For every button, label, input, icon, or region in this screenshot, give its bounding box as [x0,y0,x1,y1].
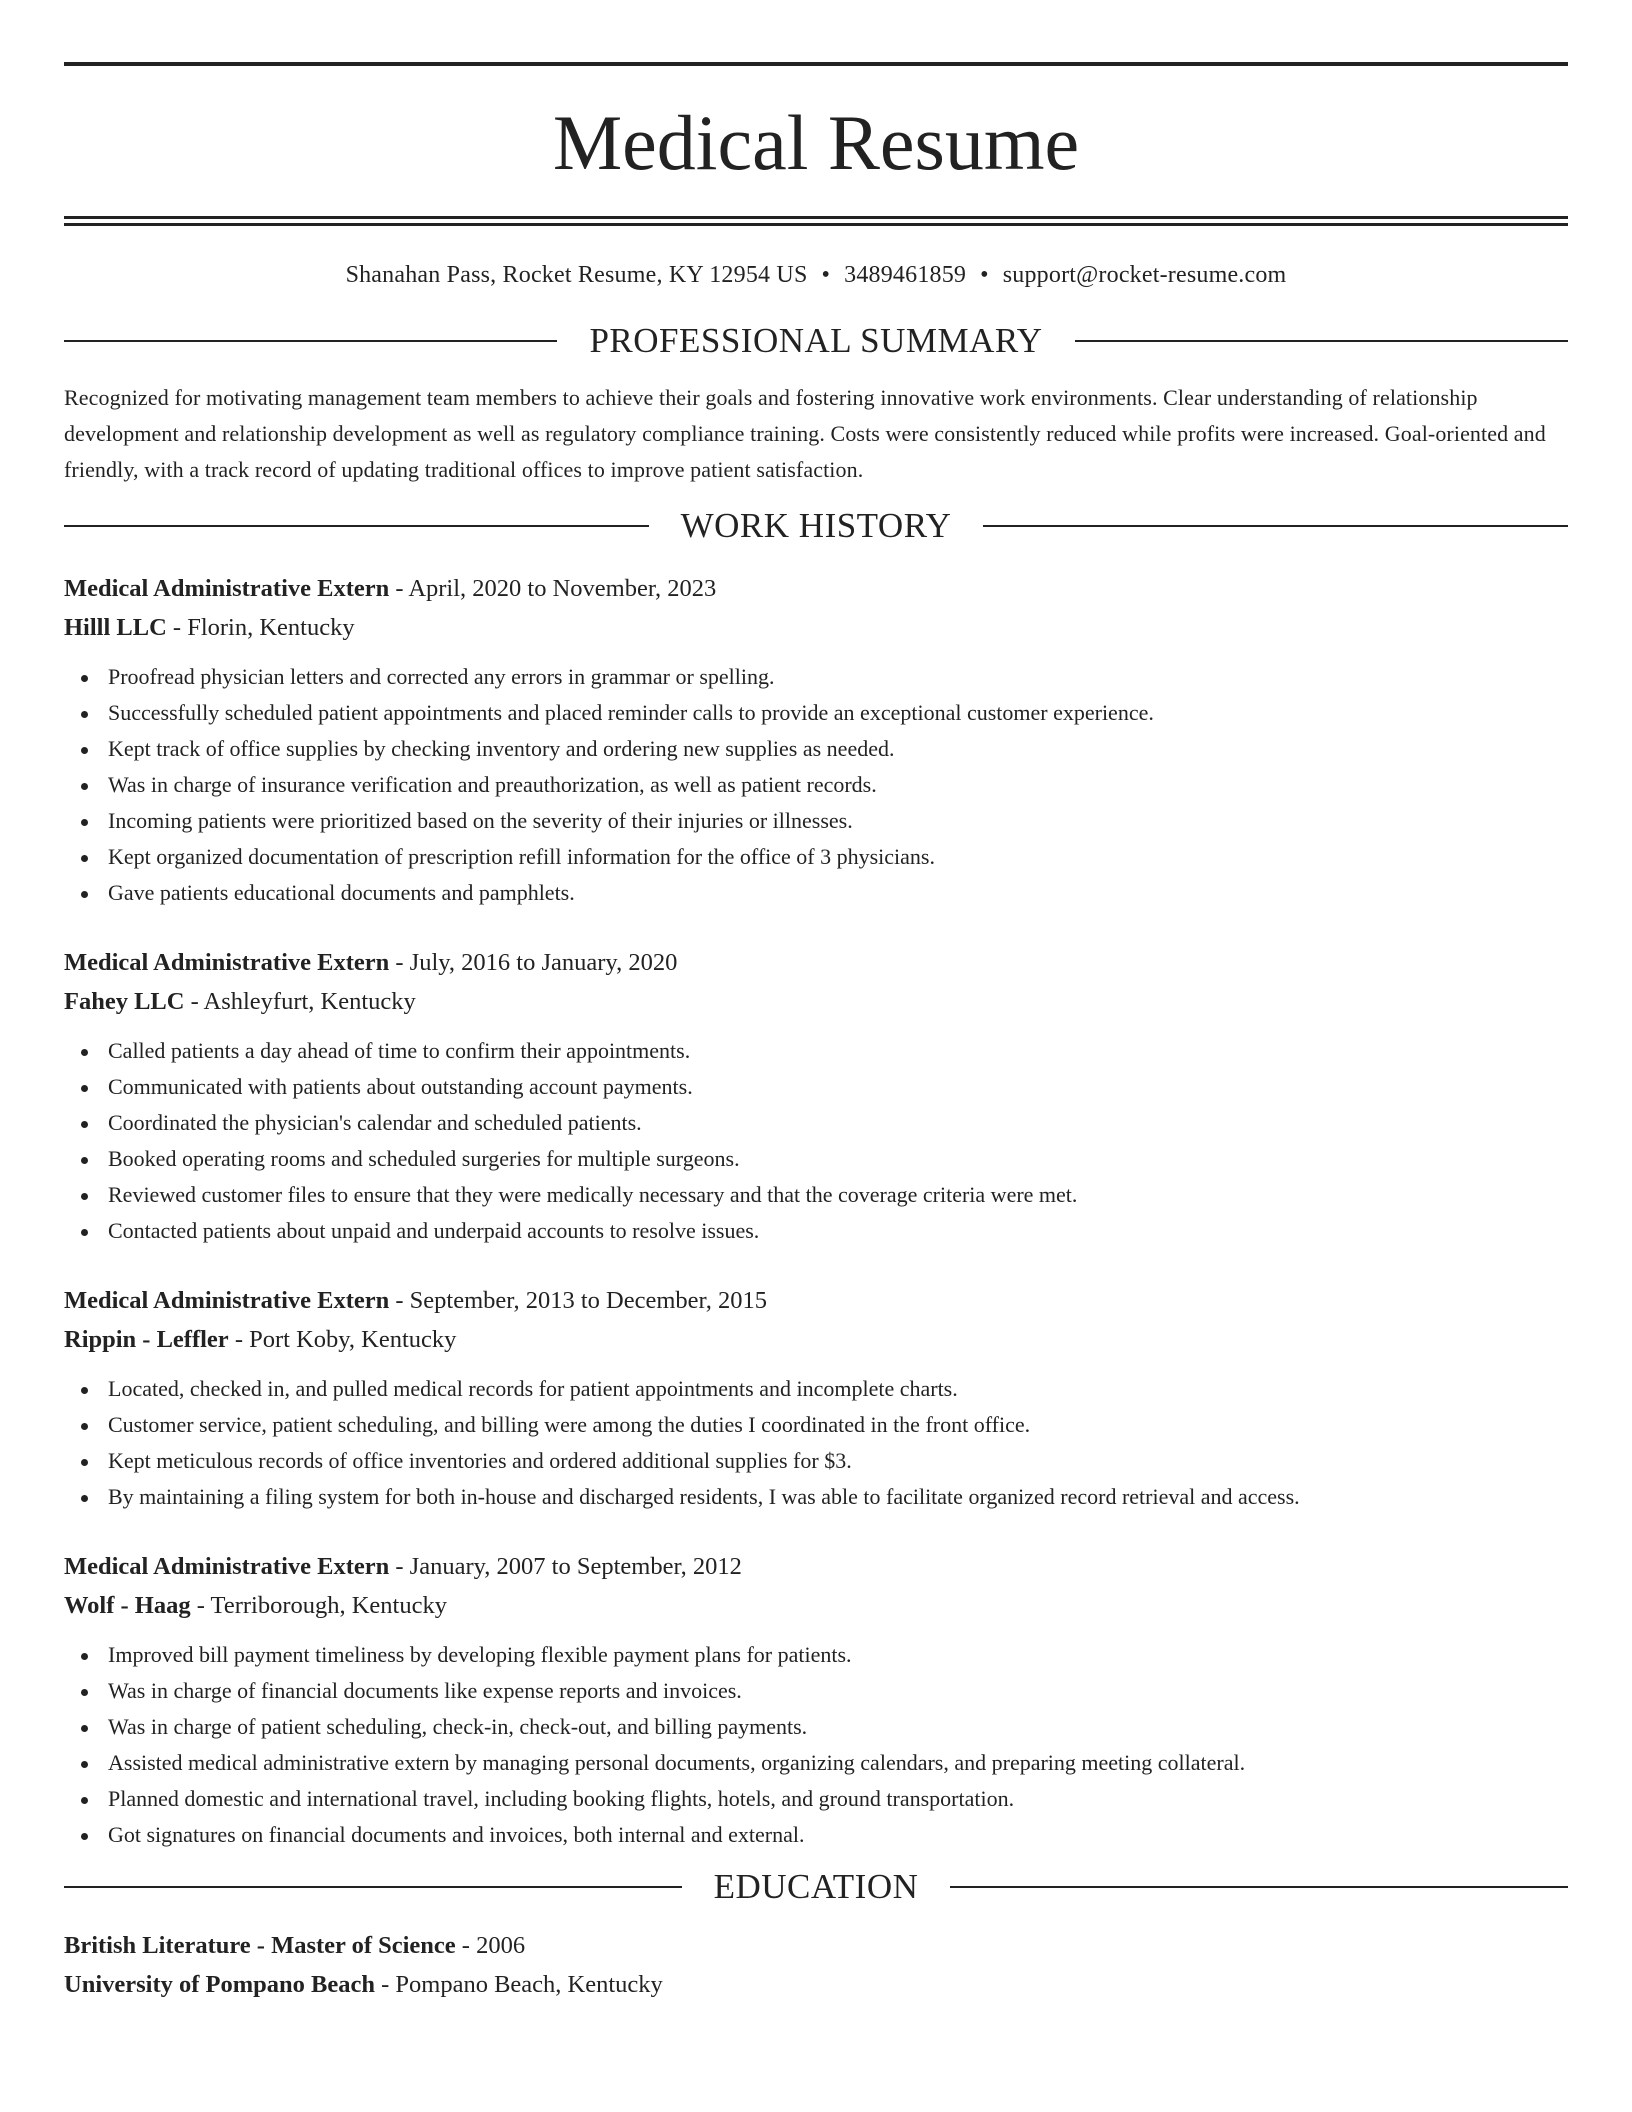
job-company: Hilll LLC [64,614,167,641]
job-location: - Port Koby, Kentucky [228,1326,457,1353]
job-title: Medical Administrative Extern [64,1287,390,1314]
job-bullet-list [64,659,1568,911]
list-item: Planned domestic and international travel, including booking flights, hotels, and ground transportation. [64,1781,1568,1817]
job-entry [64,569,1568,911]
section-rule-left [64,1886,682,1888]
education-entry [64,1926,1568,2004]
top-rule [64,62,1568,66]
list-item: Called patients a day ahead of time to confirm their appointments. [64,1033,1568,1069]
job-entry [64,1547,1568,1853]
job-title-line [64,1547,1568,1586]
contact-email: support@rocket-resume.com [1002,262,1287,288]
list-item: Got signatures on financial documents and invoices, both internal and external. [64,1817,1568,1853]
list-item: Was in charge of financial documents like expense reports and invoices. [64,1673,1568,1709]
resume-title: Medical Resume [552,99,1080,186]
list-item: Located, checked in, and pulled medical records for patient appointments and incomplete charts. [64,1371,1568,1407]
job-entry [64,943,1568,1249]
list-item: Improved bill payment timeliness by developing flexible payment plans for patients. [64,1637,1568,1673]
job-location: - Terriborough, Kentucky [190,1592,447,1619]
job-company-line [64,1586,1568,1625]
education-school-line [64,1965,1568,2004]
list-item: Was in charge of patient scheduling, check-in, check-out, and billing payments. [64,1709,1568,1745]
contact-separator: • [821,262,831,288]
list-item: Successfully scheduled patient appointments and placed reminder calls to provide an exceptional customer experience. [64,695,1568,731]
job-company: Rippin - Leffler [64,1326,229,1353]
job-title-line [64,943,1568,982]
list-item: By maintaining a filing system for both in-house and discharged residents, I was able to facilitate organized record retrieval and access. [64,1479,1568,1515]
section-rule-left [64,525,649,527]
job-title: Medical Administrative Extern [64,1553,390,1580]
section-header-summary [64,323,1568,358]
job-title-line [64,569,1568,608]
section-rule-left [64,340,557,342]
job-location: - Ashleyfurt, Kentucky [184,988,416,1015]
education-location: - Pompano Beach, Kentucky [375,1971,663,1998]
list-item: Communicated with patients about outstanding account payments. [64,1069,1568,1105]
contact-line [64,262,1568,289]
job-company-line [64,982,1568,1021]
list-item: Contacted patients about unpaid and underpaid accounts to resolve issues. [64,1213,1568,1249]
job-dates: - September, 2013 to December, 2015 [389,1287,767,1314]
list-item: Kept organized documentation of prescription refill information for the office of 3 physicians. [64,839,1568,875]
section-rule-right [983,525,1568,527]
section-header-work [64,508,1568,543]
list-item: Assisted medical administrative extern by managing personal documents, organizing calendars, and preparing meeting collateral. [64,1745,1568,1781]
job-entry [64,1281,1568,1515]
contact-separator: • [980,262,989,288]
job-bullet-list [64,1033,1568,1249]
job-bullet-list [64,1637,1568,1853]
job-title-line [64,1281,1568,1320]
list-item: Proofread physician letters and corrected any errors in grammar or spelling. [64,659,1568,695]
list-item: Was in charge of insurance verification and preauthorization, as well as patient records. [64,767,1568,803]
contact-phone: 3489461859 [844,262,967,288]
education-degree: British Literature - Master of Science [64,1932,456,1959]
section-rule-right [1075,340,1568,342]
section-title-work: WORK HISTORY [680,506,952,545]
education-degree-line [64,1926,1568,1965]
list-item: Gave patients educational documents and pamphlets. [64,875,1568,911]
section-rule-right [950,1886,1568,1888]
job-bullet-list [64,1371,1568,1515]
section-title-summary: PROFESSIONAL SUMMARY [589,321,1043,360]
section-title-education: EDUCATION [713,1867,919,1906]
job-title: Medical Administrative Extern [64,949,390,976]
job-company: Fahey LLC [64,988,185,1015]
job-company-line [64,608,1568,647]
work-history-list [64,569,1568,1853]
education-year: - 2006 [455,1932,526,1959]
professional-summary-text: Recognized for motivating management team members to achieve their goals and fostering innovative work environments. Clear understanding of relationship development and relationship development as well as regulatory compliance training. Costs were consistently reduced while profits were increased. Goal-oriented and friendly, with a track record of updating traditional offices to improve patient satisfaction. [64,385,1546,482]
list-item: Reviewed customer files to ensure that they were medically necessary and that the coverage criteria were met. [64,1177,1568,1213]
job-dates: - April, 2020 to November, 2023 [389,575,717,602]
list-item: Booked operating rooms and scheduled surgeries for multiple surgeons. [64,1141,1568,1177]
list-item: Incoming patients were prioritized based on the severity of their injuries or illnesses. [64,803,1568,839]
job-dates: - January, 2007 to September, 2012 [389,1553,742,1580]
job-company-line [64,1320,1568,1359]
contact-address: Shanahan Pass, Rocket Resume, KY 12954 US [345,262,808,288]
job-title: Medical Administrative Extern [64,575,390,602]
list-item: Customer service, patient scheduling, and billing were among the duties I coordinated in the front office. [64,1407,1568,1443]
education-school: University of Pompano Beach [64,1971,375,1998]
section-header-education [64,1869,1568,1904]
list-item: Kept meticulous records of office inventories and ordered additional supplies for $3. [64,1443,1568,1479]
job-location: - Florin, Kentucky [166,614,355,641]
job-company: Wolf - Haag [64,1592,191,1619]
job-dates: - July, 2016 to January, 2020 [389,949,678,976]
list-item: Kept track of office supplies by checking inventory and ordering new supplies as needed. [64,731,1568,767]
list-item: Coordinated the physician's calendar and scheduled patients. [64,1105,1568,1141]
title-double-rule [64,216,1568,226]
